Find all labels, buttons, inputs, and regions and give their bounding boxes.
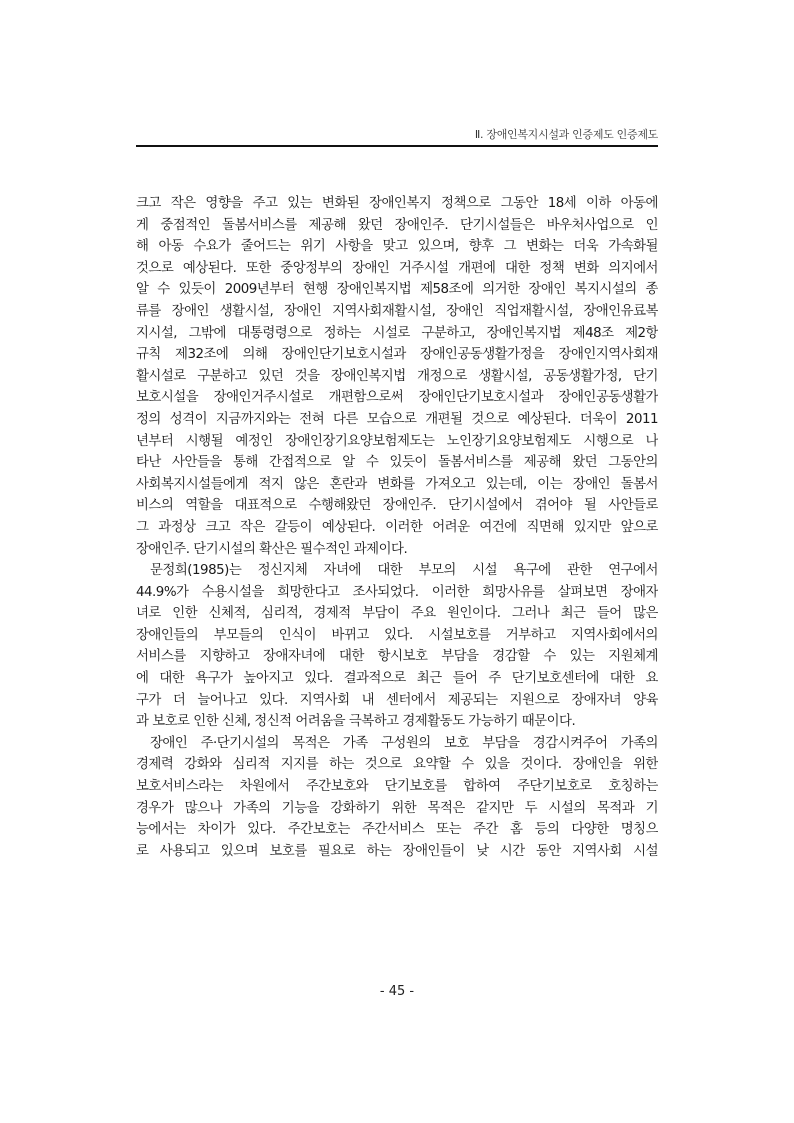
text-line: 게 중점적인 돌봄서비스를 제공해 왔던 장애인주. 단기시설들은 바우처사업으로 인	[136, 217, 658, 233]
text-line: 타난 사안들을 통해 간접적으로 알 수 있듯이 돌봄서비스를 제공해 왔던 그동안의	[136, 455, 658, 471]
text-line: 장애인들의 부모들의 인식이 바뀌고 있다. 시설보호를 거부하고 지역사회에서의	[136, 627, 658, 643]
text-line: 비스의 역할을 대표적으로 수행해왔던 장애인주. 단기시설에서 겪어야 될 사안들로	[136, 498, 658, 514]
text-line: 크고 작은 영향을 주고 있는 변화된 장애인복지 정책으로 그동안 18세 이하 아동에	[136, 196, 658, 211]
text-line: 규칙 제32조에 의해 장애인단기보호시설과 장애인공동생활가정을 장애인지역사회재	[136, 347, 658, 363]
text-line: 장애인 주·단기시설의 목적은 가족 구성원의 보호 부담을 경감시켜주어 가족의	[150, 735, 658, 751]
text-line: 것으로 예상된다. 또한 중앙정부의 장애인 거주시설 개편에 대한 정책 변화 의지에서	[136, 260, 658, 276]
text-line: 에 대한 욕구가 높아지고 있다. 결과적으로 최근 들어 주 단기보호센터에 대한 요	[136, 671, 658, 687]
text-line: 문정희(1985)는 정신지체 자녀에 대한 부모의 시설 욕구에 관한 연구에서	[150, 563, 658, 579]
text-line: 경우가 많으나 가족의 기능을 강화하기 위한 목적은 같지만 두 시설의 목적과 기	[136, 800, 658, 816]
text-line: 활시설로 구분하고 있던 것을 장애인복지법 개정으로 생활시설, 공동생활가정, 단기	[136, 368, 658, 384]
text-line: 서비스를 지향하고 장애자녀에 대한 항시보호 부담을 경감할 수 있는 지원체계	[136, 649, 658, 665]
text-line: 정의 성격이 지금까지와는 전혀 다른 모습으로 개편될 것으로 예상된다. 더욱이 2011	[136, 411, 658, 427]
text-line: 사회복지시설들에게 적지 않은 혼란과 변화를 가져오고 있는데, 이는 장애인 돌봄서	[136, 476, 658, 492]
text-line: 보호시설을 장애인거주시설로 개편함으로써 장애인단기보호시설과 장애인공동생활가	[136, 390, 658, 406]
paragraph	[136, 733, 658, 863]
text-line: 그 과정상 크고 작은 갈등이 예상된다. 이러한 어려운 여건에 직면해 있지만 앞으로	[136, 519, 658, 535]
text-line: 능에서는 차이가 있다. 주간보호는 주간서비스 또는 주간 홈 등의 다양한 명칭으	[136, 822, 658, 838]
text-line: 보호서비스라는 차원에서 주간보호와 단기보호를 합하여 주단기보호로 호칭하는	[136, 779, 658, 795]
text-line: 알 수 있듯이 2009년부터 현행 장애인복지법 제58조에 의거한 장애인 복지시설의 종	[136, 282, 658, 298]
text-line: 로 사용되고 있으며 보호를 필요로 하는 장애인들이 낮 시간 동안 지역사회 시설	[136, 843, 658, 859]
text-line: 지시설, 그밖에 대통령령으로 정하는 시설로 구분하고, 장애인복지법 제48조 제2항	[136, 325, 658, 341]
header-rule	[136, 145, 658, 147]
page-number: - 45 -	[379, 984, 415, 999]
text-line: 장애인주. 단기시설의 확산은 필수적인 과제이다.	[136, 541, 408, 557]
text-line: 해 아동 수요가 줄어드는 위기 사항을 맞고 있으며, 향후 그 변화는 더욱 가속화될	[136, 239, 658, 255]
text-line: 구가 더 늘어나고 있다. 지역사회 내 센터에서 제공되는 지원으로 장애자녀 양육	[136, 692, 658, 708]
text-line: 과 보호로 인한 신체, 정신적 어려움을 극복하고 경제활동도 가능하기 때문이다.	[136, 714, 576, 730]
body-text	[136, 193, 658, 862]
text-line: 경제력 강화와 심리적 지지를 하는 것으로 요약할 수 있을 것이다. 장애인을 위한	[136, 757, 658, 773]
paragraph	[136, 193, 658, 560]
text-line: 년부터 시행될 예정인 장애인장기요양보험제도는 노인장기요양보험제도 시행으로 나	[136, 433, 658, 449]
text-line: 류를 장애인 생활시설, 장애인 지역사회재활시설, 장애인 직업재활시설, 장애인유료복	[136, 303, 658, 319]
running-header: Ⅱ. 장애인복지시설과 인증제도 인증제도	[474, 128, 658, 141]
paragraph	[136, 560, 658, 733]
text-line: 44.9%가 수용시설을 희망한다고 조사되었다. 이러한 희망사유를 살펴보면 장애자	[136, 584, 658, 600]
text-line: 녀로 인한 신체적, 심리적, 경제적 부담이 주요 원인이다. 그러나 최근 들어 많은	[136, 606, 658, 622]
